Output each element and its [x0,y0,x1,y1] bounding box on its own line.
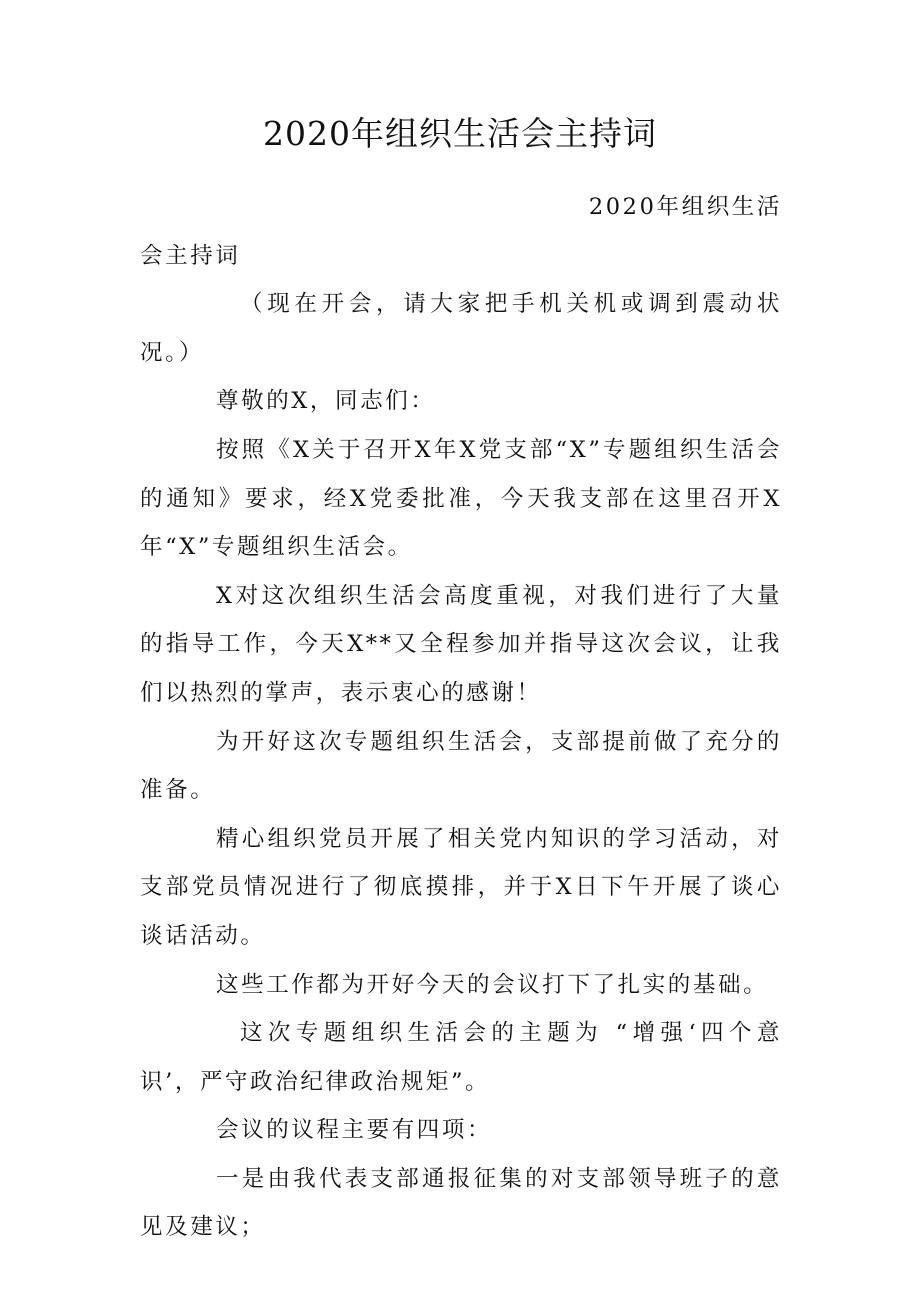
paragraph: 按照《X关于召开X年X党支部“X”专题组织生活会的通知》要求，经X党委批准，今天我支部在这里召开X年“X”专题组织生活会。 [140,436,782,561]
document-title: 2020年组织生活会主持词 [263,114,657,153]
paragraph: 为开好这次专题组织生活会，支部提前做了充分的准备。 [140,728,782,804]
paragraph: 会主持词 [140,242,241,269]
paragraph: 精心组织党员开展了相关党内知识的学习活动，对支部党员情况进行了彻底摸排，并于X日下午开展了谈心谈话活动。 [140,825,782,949]
paragraph: 会议的议程主要有四项： [216,1117,493,1144]
byline: 2020年组织生活 [588,194,782,220]
paragraph: X对这次组织生活会高度重视，对我们进行了大量的指导工作，今天X**又全程参加并指导这次会议，让我们以热烈的掌声，表示衷心的感谢！ [140,582,782,706]
paragraph: 尊敬的X，同志们： [216,388,436,415]
document-body [140,183,782,1252]
paragraph: （现在开会，请大家把手机关机或调到震动状况。） [140,291,782,366]
paragraph: 一是由我代表支部通报征集的对支部领导班子的意见及建议； [140,1165,782,1241]
paragraph: 这些工作都为开好今天的会议打下了扎实的基础。 [216,971,769,998]
paragraph: 这次专题组织生活会的主题为 “增强‘四个意识’，严守政治纪律政治规矩”。 [140,1020,782,1095]
